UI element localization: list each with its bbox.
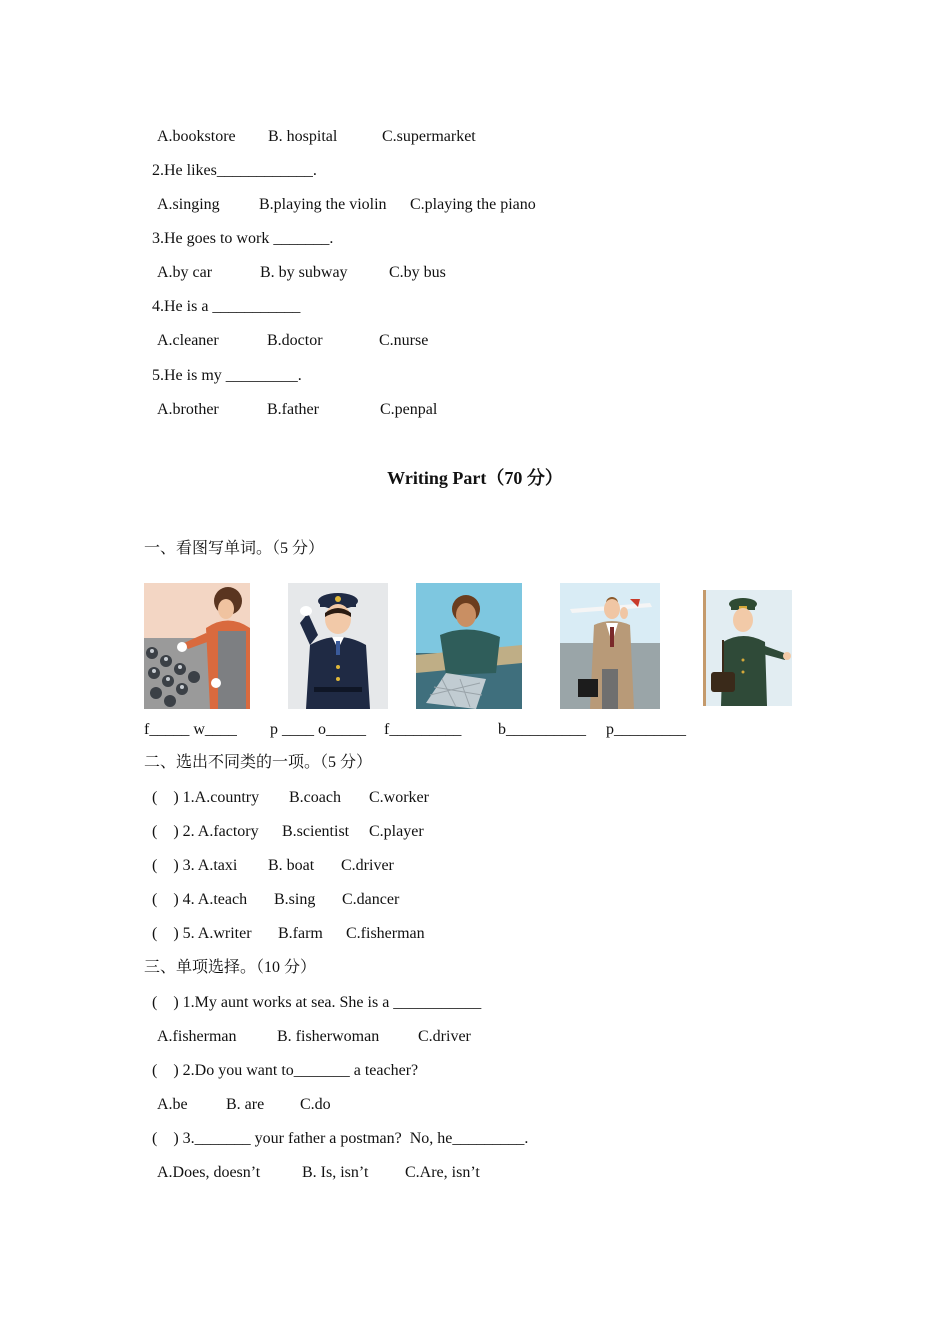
q1-option-b: B. hospital [268, 128, 338, 145]
s2-q3: ( ) 3. A.taxi [152, 857, 238, 874]
picture-3-blank: f_________ [384, 721, 462, 738]
postman-picture [703, 590, 792, 706]
picture-5-blank: p_________ [606, 721, 686, 738]
s2-q4: ( ) 4. A.teach [152, 891, 248, 908]
writing-part-title: Writing Part（70 分） [387, 468, 563, 488]
q4-option-a: A.cleaner [157, 332, 219, 349]
s2-q4-option-b: B.sing [274, 891, 316, 908]
s2-q1: ( ) 1.A.country [152, 789, 260, 806]
q3-option-b: B. by subway [260, 264, 348, 281]
q2-option-b: B.playing the violin [259, 196, 387, 213]
q1-option-c: C.supermarket [382, 128, 476, 145]
s3-q3-stem: ( ) 3._______ your father a postman? No, he_________. [152, 1130, 529, 1147]
fisherman-picture [416, 583, 522, 709]
factory-worker-picture [144, 583, 250, 709]
q2-option-a: A.singing [157, 196, 220, 213]
s3-q1-option-c: C.driver [418, 1028, 471, 1045]
q5-option-c: C.penpal [380, 401, 438, 418]
q4-option-c: C.nurse [379, 332, 429, 349]
businessman-picture [560, 583, 660, 709]
q5-option-a: A.brother [157, 401, 219, 418]
section3-heading: 三、单项选择。（10 分） [144, 959, 317, 976]
picture-1-blank: f_____ w____ [144, 721, 237, 738]
q5-stem: 5.He is my _________. [152, 367, 302, 384]
q3-option-a: A.by car [157, 264, 213, 281]
q2-option-c: C.playing the piano [410, 196, 536, 213]
section2-heading: 二、选出不同类的一项。（5 分） [144, 754, 373, 771]
q1-option-a: A.bookstore [157, 128, 236, 145]
q4-option-b: B.doctor [267, 332, 323, 349]
s3-q3-option-c: C.Are, isn’t [405, 1164, 480, 1181]
s3-q3-option-a: A.Does, doesn’t [157, 1164, 261, 1181]
s2-q2: ( ) 2. A.factory [152, 823, 259, 840]
s2-q3-option-c: C.driver [341, 857, 394, 874]
q3-stem: 3.He goes to work _______. [152, 230, 334, 247]
picture-2-blank: p ____ o_____ [270, 721, 366, 738]
s2-q4-option-c: C.dancer [342, 891, 400, 908]
s2-q1-option-c: C.worker [369, 789, 429, 806]
s3-q3-option-b: B. Is, isn’t [302, 1164, 369, 1181]
picture-4-blank: b__________ [498, 721, 586, 738]
q4-stem: 4.He is a ___________ [152, 298, 301, 315]
q3-option-c: C.by bus [389, 264, 446, 281]
section1-heading: 一、看图写单词。（5 分） [144, 540, 325, 557]
s2-q5-option-b: B.farm [278, 925, 323, 942]
s2-q3-option-b: B. boat [268, 857, 315, 874]
s2-q2-option-c: C.player [369, 823, 424, 840]
s2-q5-option-c: C.fisherman [346, 925, 425, 942]
s3-q2-option-b: B. are [226, 1096, 265, 1113]
s3-q1-stem: ( ) 1.My aunt works at sea. She is a ___________ [152, 994, 482, 1011]
s3-q2-option-a: A.be [157, 1096, 188, 1113]
s2-q1-option-b: B.coach [289, 789, 341, 806]
s3-q1-option-a: A.fisherman [157, 1028, 237, 1045]
s2-q5: ( ) 5. A.writer [152, 925, 252, 942]
police-officer-picture [288, 583, 388, 709]
s3-q2-option-c: C.do [300, 1096, 331, 1113]
q2-stem: 2.He likes____________. [152, 162, 317, 179]
s3-q2-stem: ( ) 2.Do you want to_______ a teacher? [152, 1062, 419, 1079]
q5-option-b: B.father [267, 401, 319, 418]
s2-q2-option-b: B.scientist [282, 823, 350, 840]
s3-q1-option-b: B. fisherwoman [277, 1028, 380, 1045]
